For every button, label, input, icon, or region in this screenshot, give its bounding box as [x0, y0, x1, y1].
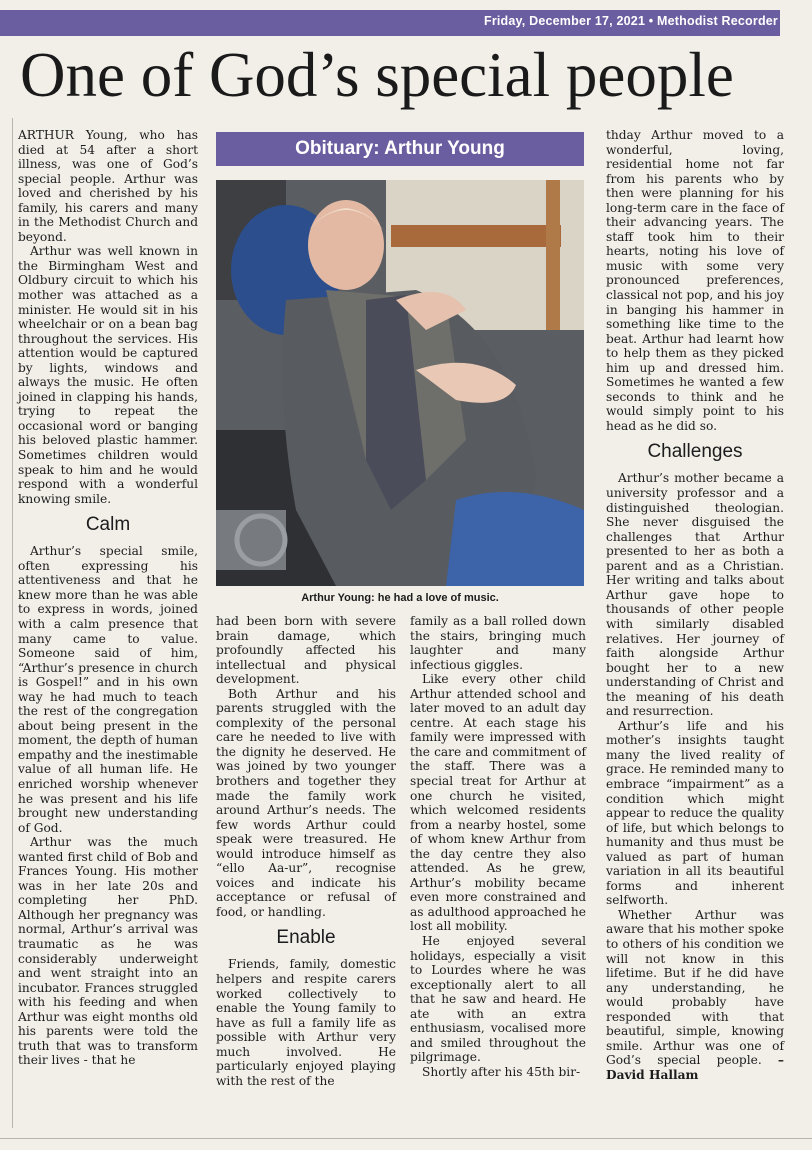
header-dateline: Friday, December 17, 2021 • Methodist Recorder — [483, 14, 778, 28]
closing-text: Whether Arthur was aware that his mother spoke to others of his condition we will not know in this lifetime. But if he did have any understanding, he would probably have responded with that beautiful, simple, knowing smile. Arthur was one of God’s special people. — [606, 907, 784, 1068]
paragraph: Like every other child Arthur attended school and later moved to an adult day centre. At each stage his family were impressed with the care and commitment of the staff. There was a special treat for Arthur at one church he visited, which welcomed residents from a nearby hostel, some of whom knew Arthur from the day centre they also attended. As he grew, Arthur’s mobility became even more constrained and as adulthood approached he lost all mobility. — [410, 672, 586, 934]
column-2 — [216, 614, 396, 1088]
paragraph: He enjoyed several holidays, especially a visit to Lourdes where he was exceptionally alert to all that he saw and heard. He ate with an extra enthusiasm, vocalised more and smiled throughout the pilgrimage. — [410, 934, 586, 1065]
paragraph: family as a ball rolled down the stairs, bringing much laughter and many infectious giggles. — [410, 614, 586, 672]
photo-caption: Arthur Young: he had a love of music. — [301, 592, 499, 604]
obituary-banner: Obituary: Arthur Young — [216, 132, 584, 166]
bottom-rule — [0, 1138, 812, 1139]
paragraph: Arthur was the much wanted first child of Bob and Frances Young. His mother was in her late 20s and completing her PhD. Although her pregnancy was normal, Arthur’s arrival was traumatic as he was considerably underweight and went straight into an incubator. Frances struggled with his feeding and when Arthur was eight months old his parents were told the truth that was to transform their lives - that he — [18, 835, 198, 1068]
paragraph: had been born with severe brain damage, which profoundly affected his intellectual and physical development. — [216, 614, 396, 687]
column-1 — [18, 128, 198, 1068]
paragraph — [606, 908, 784, 1083]
column-3 — [410, 614, 586, 1080]
paragraph: thday Arthur moved to a wonderful, loving, residential home not far from his parents who by then were planning for his long-term care in the face of their advancing years. The staff took him to their hearts, noting his love of music with some very pronounced preferences, classical not pop, and his joy in banging his hammer in something like time to the beat. Arthur had learnt how to help them as they picked him up and dressed him. Sometimes he wanted a few seconds to think and he would simply point to his head as he did so. — [606, 128, 784, 433]
photo-illustration — [216, 180, 584, 586]
subheading-enable: Enable — [276, 927, 336, 949]
paragraph: Arthur’s mother became a university professor and a distinguished theologian. She never disguised the challenges that Arthur presented to her as both a parent and as a Christian. Her writing and talks about Arthur gave hope to thousands of other people with similarly disabled relatives. Her journey of faith alongside Arthur bought her to a new understanding of Christ and the meaning of his death and resurrection. — [606, 471, 784, 719]
headline: One of God’s special people — [20, 40, 734, 110]
paragraph: Shortly after his 45th bir- — [422, 1064, 581, 1079]
column-4 — [606, 128, 784, 1082]
paragraph: ARTHUR Young, who has died at 54 after a short illness, was one of God’s special people. Arthur was loved and cherished by his family, his carers and many in the Methodist Church and beyond. — [18, 128, 198, 244]
left-rule — [12, 118, 13, 1128]
paragraph: Arthur’s special smile, often expressing his attentiveness and that he knew more than he was able to express in words, joined with a calm presence that many came to value. Someone said of him, “Arthur’s presence in church is Gospel!” and in his own way he had much to teach the rest of the congregation about being present in the moment, the depth of human empathy and the inestimable value of all human life. He enriched worship whenever he was present and his life brought new understanding of God. — [18, 544, 198, 835]
subheading-calm: Calm — [85, 514, 131, 536]
paragraph: Friends, family, domestic helpers and respite carers worked collectively to enable the Young family to have as full a family life as possible with Arthur very much involved. He particularly enjoyed playing with the rest of the — [216, 957, 396, 1088]
subheading-challenges: Challenges — [647, 441, 743, 463]
paragraph: Both Arthur and his parents struggled with the complexity of the personal care he needed to live with the dignity he deserved. He was joined by two younger brothers and together they made the family work around Arthur’s needs. The few words Arthur could speak were treasured. He would introduce himself as “ello Aa-ur”, recognise voices and indicate his acceptance or refusal of food, or handling. — [216, 686, 396, 919]
paragraph: Arthur’s life and his mother’s insights taught many the lived reality of grace. He reminded many to embrace “impairment” as a condition which might appear to reduce the quality of life, but which belongs to humanity and thus must be valued as part of human variation in all its beautiful forms and inherent selfworth. — [606, 718, 784, 908]
paragraph: Arthur was well known in the Birmingham West and Oldbury circuit to which his mother was attached as a minister. He would sit in his wheelchair or on a bean bag throughout the services. His attention would be captured by lights, windows and always the music. He often joined in clapping his hands, trying to repeat the occasional word or banging his beloved plastic hammer. Sometimes children would speak to him and he would respond with a wonderful knowing smile. — [18, 244, 198, 506]
author-signature: – David Hallam — [606, 1053, 784, 1082]
photo-arthur-young — [216, 180, 584, 586]
